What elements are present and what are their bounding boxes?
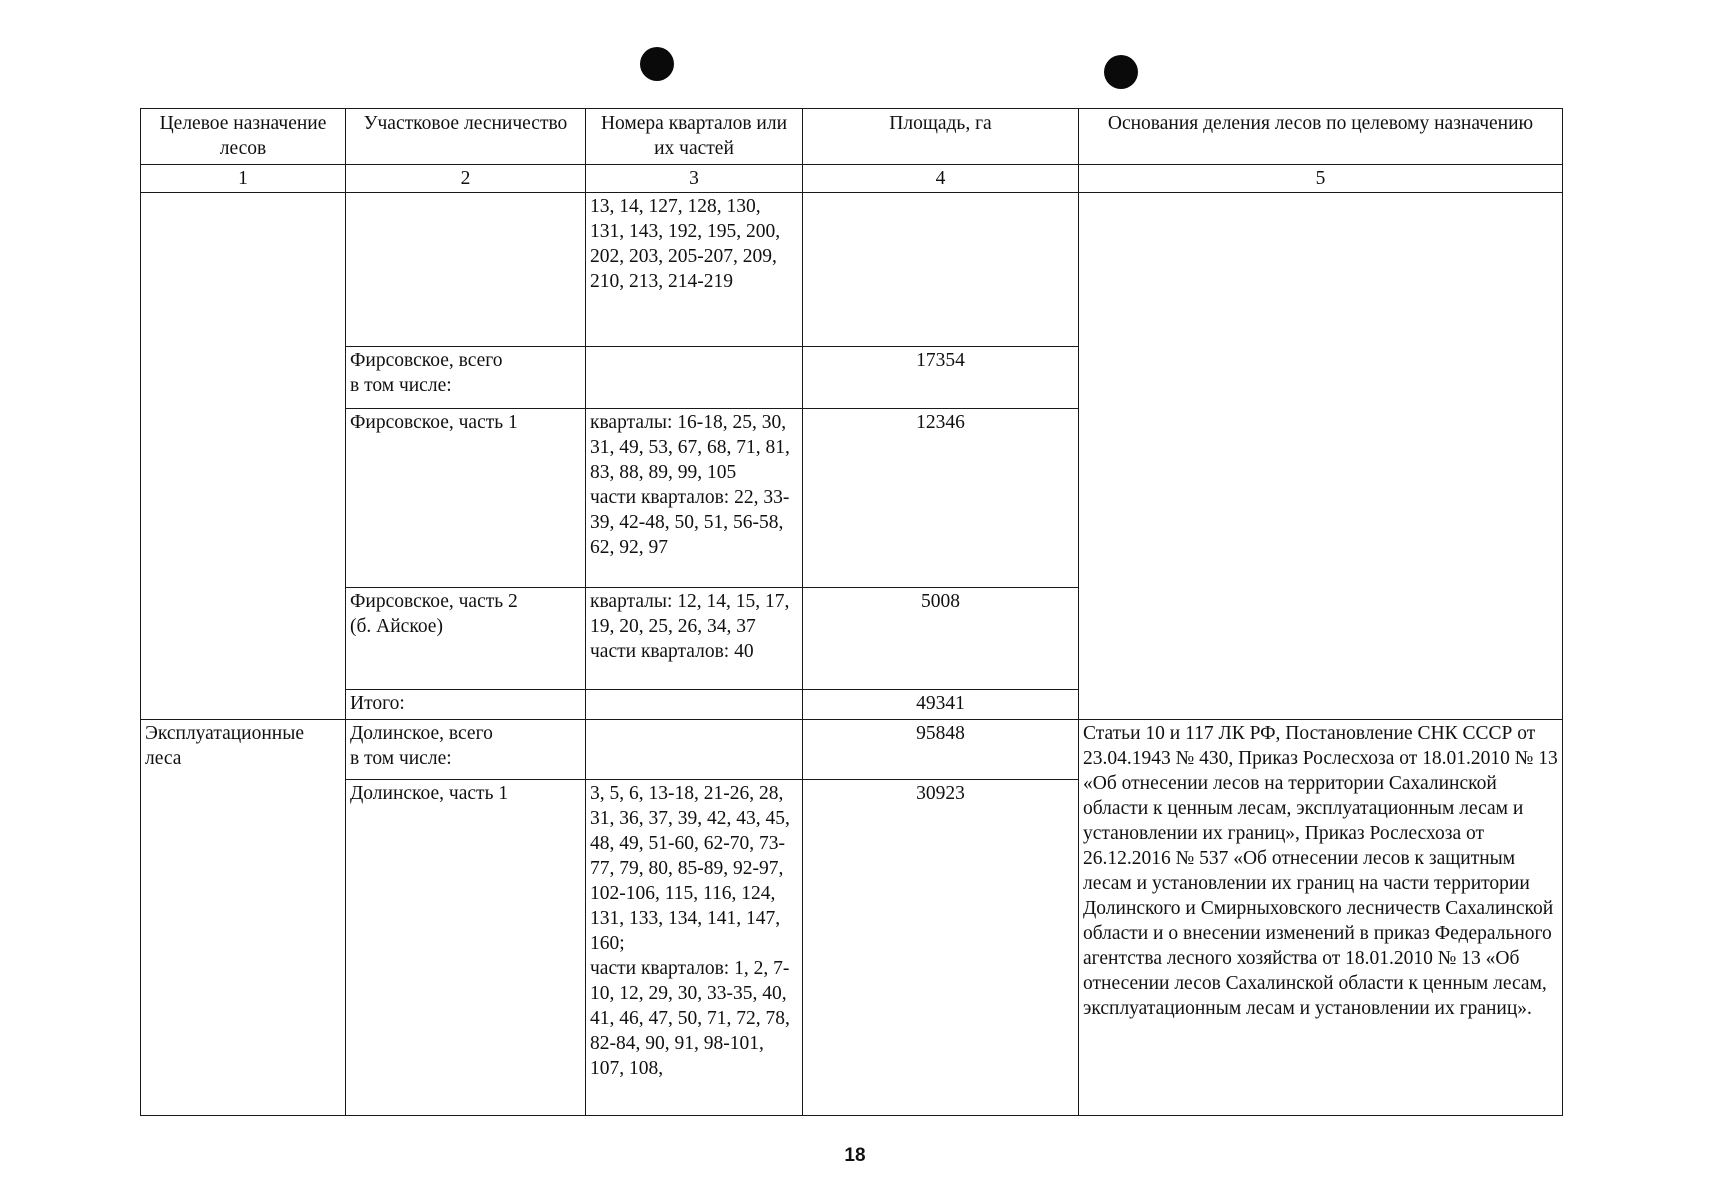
forestry-cell: Фирсовское, часть 2 (б. Айское) (346, 588, 586, 690)
column-number: 5 (1079, 165, 1563, 193)
header-quarters: Номера кварталов или их частей (586, 109, 803, 165)
quarters-cell (586, 720, 803, 780)
table-row (141, 720, 1563, 780)
header-basis: Основания деления лесов по целевому назначению (1079, 109, 1563, 165)
area-cell (803, 193, 1079, 347)
table-header-row (141, 109, 1563, 165)
forestry-cell: Долинское, всего в том числе: (346, 720, 586, 780)
quarters-cell: кварталы: 12, 14, 15, 17, 19, 20, 25, 26, 34, 37 части кварталов: 40 (586, 588, 803, 690)
punch-hole-left (640, 47, 674, 81)
basis-cell-continued (1079, 193, 1563, 720)
forestry-cell: Фирсовское, всего в том числе: (346, 347, 586, 409)
area-cell: 5008 (803, 588, 1079, 690)
page-number: 18 (844, 1145, 866, 1166)
total-area: 49341 (803, 690, 1079, 720)
forestry-cell: Долинское, часть 1 (346, 780, 586, 1116)
purpose-cell-continued (141, 193, 346, 720)
area-cell: 30923 (803, 780, 1079, 1116)
column-number: 4 (803, 165, 1079, 193)
header-purpose: Целевое назначение лесов (141, 109, 346, 165)
forestry-cell (346, 193, 586, 347)
area-cell: 17354 (803, 347, 1079, 409)
forestry-cell: Фирсовское, часть 1 (346, 409, 586, 588)
quarters-cell: 13, 14, 127, 128, 130, 131, 143, 192, 195, 200, 202, 203, 205-207, 209, 210, 213, 214-219 (586, 193, 803, 347)
column-number: 1 (141, 165, 346, 193)
column-number: 2 (346, 165, 586, 193)
table-row (141, 193, 1563, 347)
quarters-cell: 3, 5, 6, 13-18, 21-26, 28, 31, 36, 37, 39, 42, 43, 45, 48, 49, 51-60, 62-70, 73-77, 79, 80, 85-89, 92-97, 102-106, 115, 116, 124, 131, 133, 134, 141, 147, 160; части кварталов: 1, 2, 7-10, 12, 29, 30, 33-35, 40, 41, 46, 47, 50, 71, 72, 78, 82-84, 90, 91, 98-101, 107, 108, (586, 780, 803, 1116)
total-label: Итого: (346, 690, 586, 720)
punch-hole-right (1104, 55, 1138, 89)
column-number: 3 (586, 165, 803, 193)
column-number-row (141, 165, 1563, 193)
basis-cell: Статьи 10 и 117 ЛК РФ, Постановление СНК СССР от 23.04.1943 № 430, Приказ Рослесхоза от 18.01.2010 № 13 «Об отнесении лесов на территории Сахалинской области к ценным лесам, эксплуатационным лесам и установлении их границ», Приказ Рослесхоза от 26.12.2016 № 537 «Об отнесении лесов к защитным лесам и установлении их границ на части территории Долинского и Смирныховского лесничеств Сахалинской области и о внесении изменений в приказ Федерального агентства лесного хозяйства от 18.01.2010 № 13 «Об отнесении лесов Сахалинской области к ценным лесам, эксплуатационным лесам и установлении их границ». (1079, 720, 1563, 1116)
quarters-cell (586, 347, 803, 409)
area-cell: 95848 (803, 720, 1079, 780)
forest-purpose-table (140, 108, 1563, 1116)
purpose-cell: Эксплуатационные леса (141, 720, 346, 1116)
quarters-cell: кварталы: 16-18, 25, 30, 31, 49, 53, 67, 68, 71, 81, 83, 88, 89, 99, 105 части кварталов: 22, 33-39, 42-48, 50, 51, 56-58, 62, 92, 97 (586, 409, 803, 588)
header-forestry: Участковое лесничество (346, 109, 586, 165)
area-cell: 12346 (803, 409, 1079, 588)
quarters-cell (586, 690, 803, 720)
header-area: Площадь, га (803, 109, 1079, 165)
